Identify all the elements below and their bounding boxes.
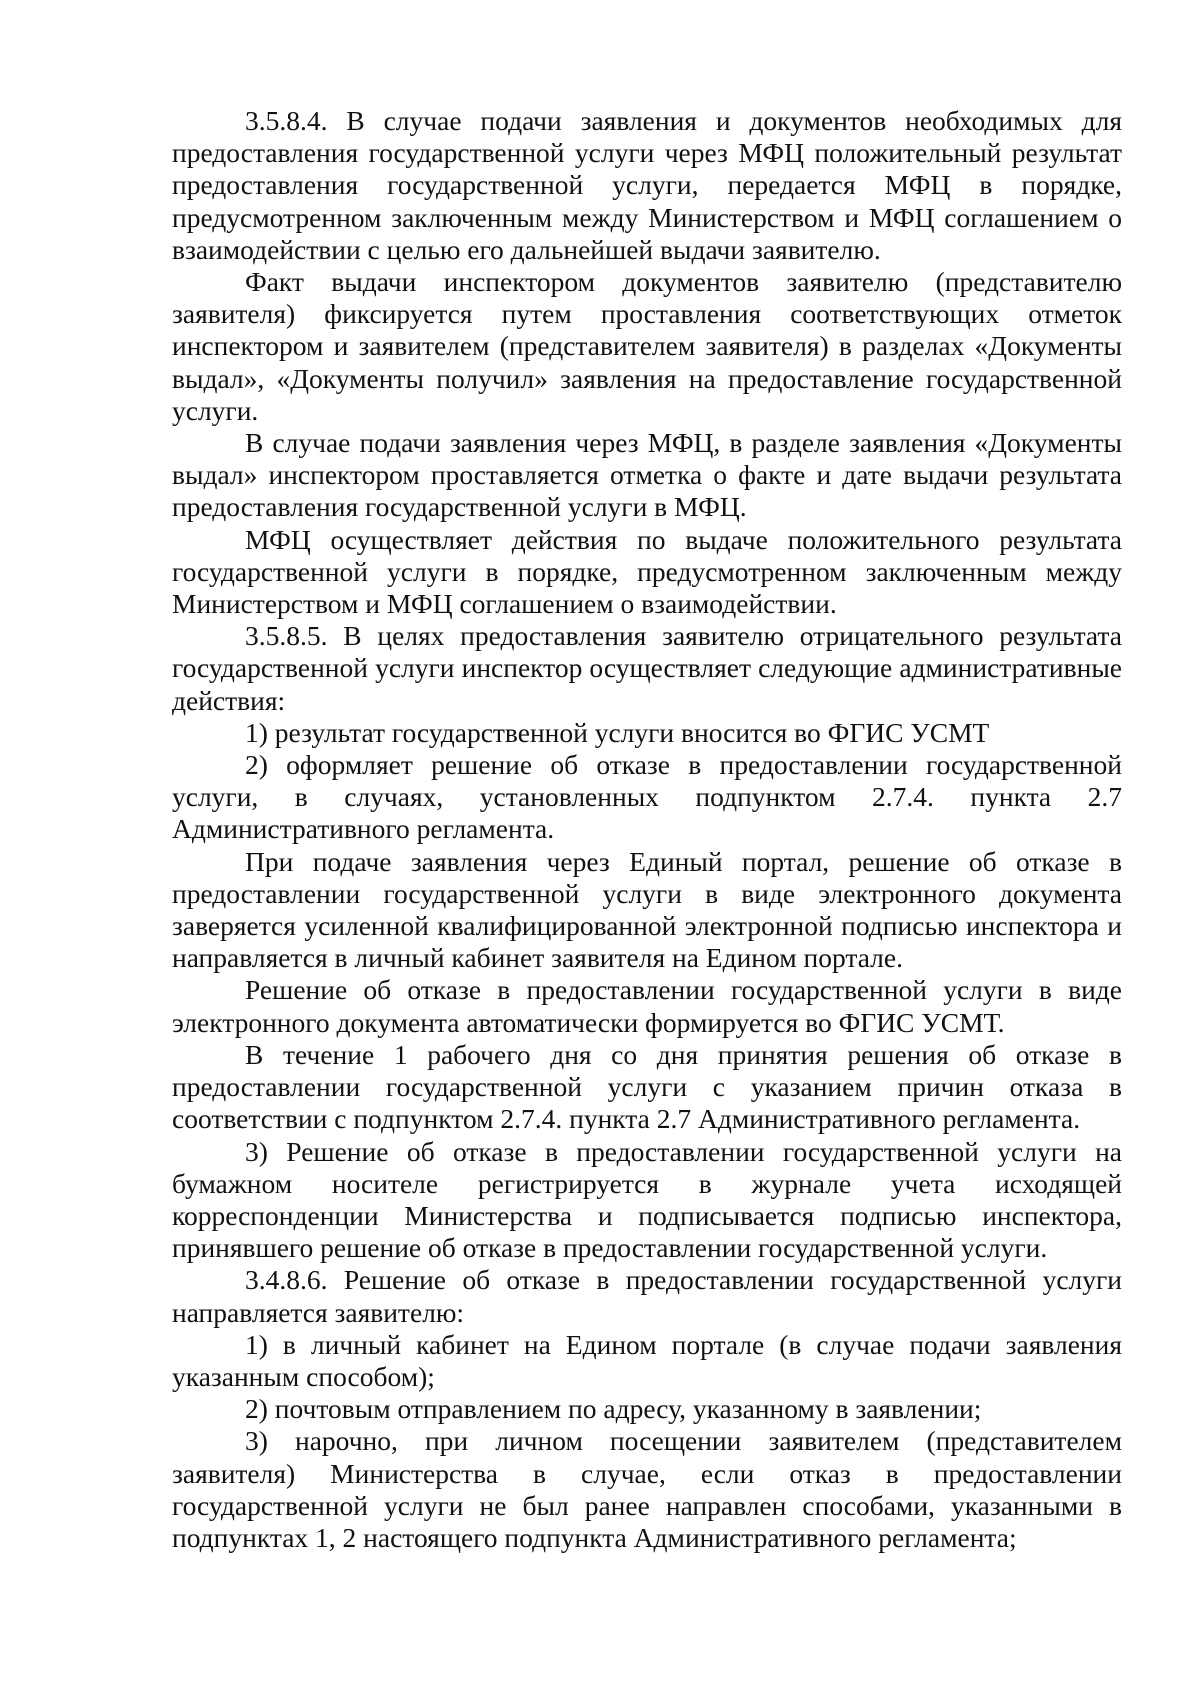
paragraph-electronic-refusal: Решение об отказе в предоставлении государственной услуги в виде электронного документа автоматически формируется во ФГИС УСМТ. xyxy=(172,974,1122,1038)
paragraph-mfc-actions: МФЦ осуществляет действия по выдаче положительного результата государственной услуги в порядке, предусмотренном заключенным между Министерством и МФЦ соглашением о взаимодействии. xyxy=(172,523,1122,620)
paragraph-mfc-submission: В случае подачи заявления через МФЦ, в разделе заявления «Документы выдал» инспектором проставляется отметка о факте и дате выдачи результата предоставления государственной услуги в МФЦ. xyxy=(172,427,1122,523)
list-item-3-paper-refusal: 3) Решение об отказе в предоставлении государственной услуги на бумажном носителе регистрируется в журнале учета исходящей корреспонденции Министерства и подписывается подписью инспектора, принявшего решение об отказе в предоставлении государственной услуги. xyxy=(172,1135,1122,1264)
paragraph-3-5-8-4: 3.5.8.4. В случае подачи заявления и документов необходимых для предоставления государственной услуги через МФЦ положительный результат предоставления государственной услуги, передается МФЦ в порядке, предусмотренном заключенным между Министерством и МФЦ соглашением о взаимодействии с целью его дальнейшей выдачи заявителю. xyxy=(172,105,1122,265)
document-page xyxy=(172,105,1122,1554)
paragraph-3-5-8-5: 3.5.8.5. В целях предоставления заявителю отрицательного результата государственной услуги инспектор осуществляет следующие административные действия: xyxy=(172,620,1122,716)
list-item-2-postal: 2) почтовым отправлением по адресу, указанному в заявлении; xyxy=(245,1393,982,1425)
list-item-1-result: 1) результат государственной услуги вносится во ФГИС УСМТ xyxy=(245,716,990,748)
list-item-3-in-person: 3) нарочно, при личном посещении заявителем (представителем заявителя) Министерства в случае, если отказ в предоставлении государственной услуги не был ранее направлен способами, указанными в подпунктах 1, 2 настоящего подпункта Административного регламента; xyxy=(172,1425,1122,1553)
list-item-1-personal-account: 1) в личный кабинет на Едином портале (в случае подачи заявления указанным способом); xyxy=(172,1328,1122,1392)
paragraph-one-working-day: В течение 1 рабочего дня со дня принятия решения об отказе в предоставлении государственной услуги с указанием причин отказа в соответствии с подпунктом 2.7.4. пункта 2.7 Административного регламента. xyxy=(172,1038,1122,1135)
list-item-2-refusal: 2) оформляет решение об отказе в предоставлении государственной услуги, в случаях, установленных подпунктом 2.7.4. пункта 2.7 Административного регламента. xyxy=(172,749,1122,845)
paragraph-fact-issuance: Факт выдачи инспектором документов заявителю (представителю заявителя) фиксируется путем проставления соответствующих отметок инспектором и заявителем (представителем заявителя) в разделах «Документы выдал», «Документы получил» заявления на предоставление государственной услуги. xyxy=(172,266,1122,426)
paragraph-unified-portal: При подаче заявления через Единый портал, решение об отказе в предоставлении государственной услуги в виде электронного документа заверяется усиленной квалифицированной электронной подписью инспектора и направляется в личный кабинет заявителя на Едином портале. xyxy=(172,845,1122,974)
paragraph-3-4-8-6: 3.4.8.6. Решение об отказе в предоставлении государственной услуги направляется заявителю: xyxy=(172,1264,1122,1328)
